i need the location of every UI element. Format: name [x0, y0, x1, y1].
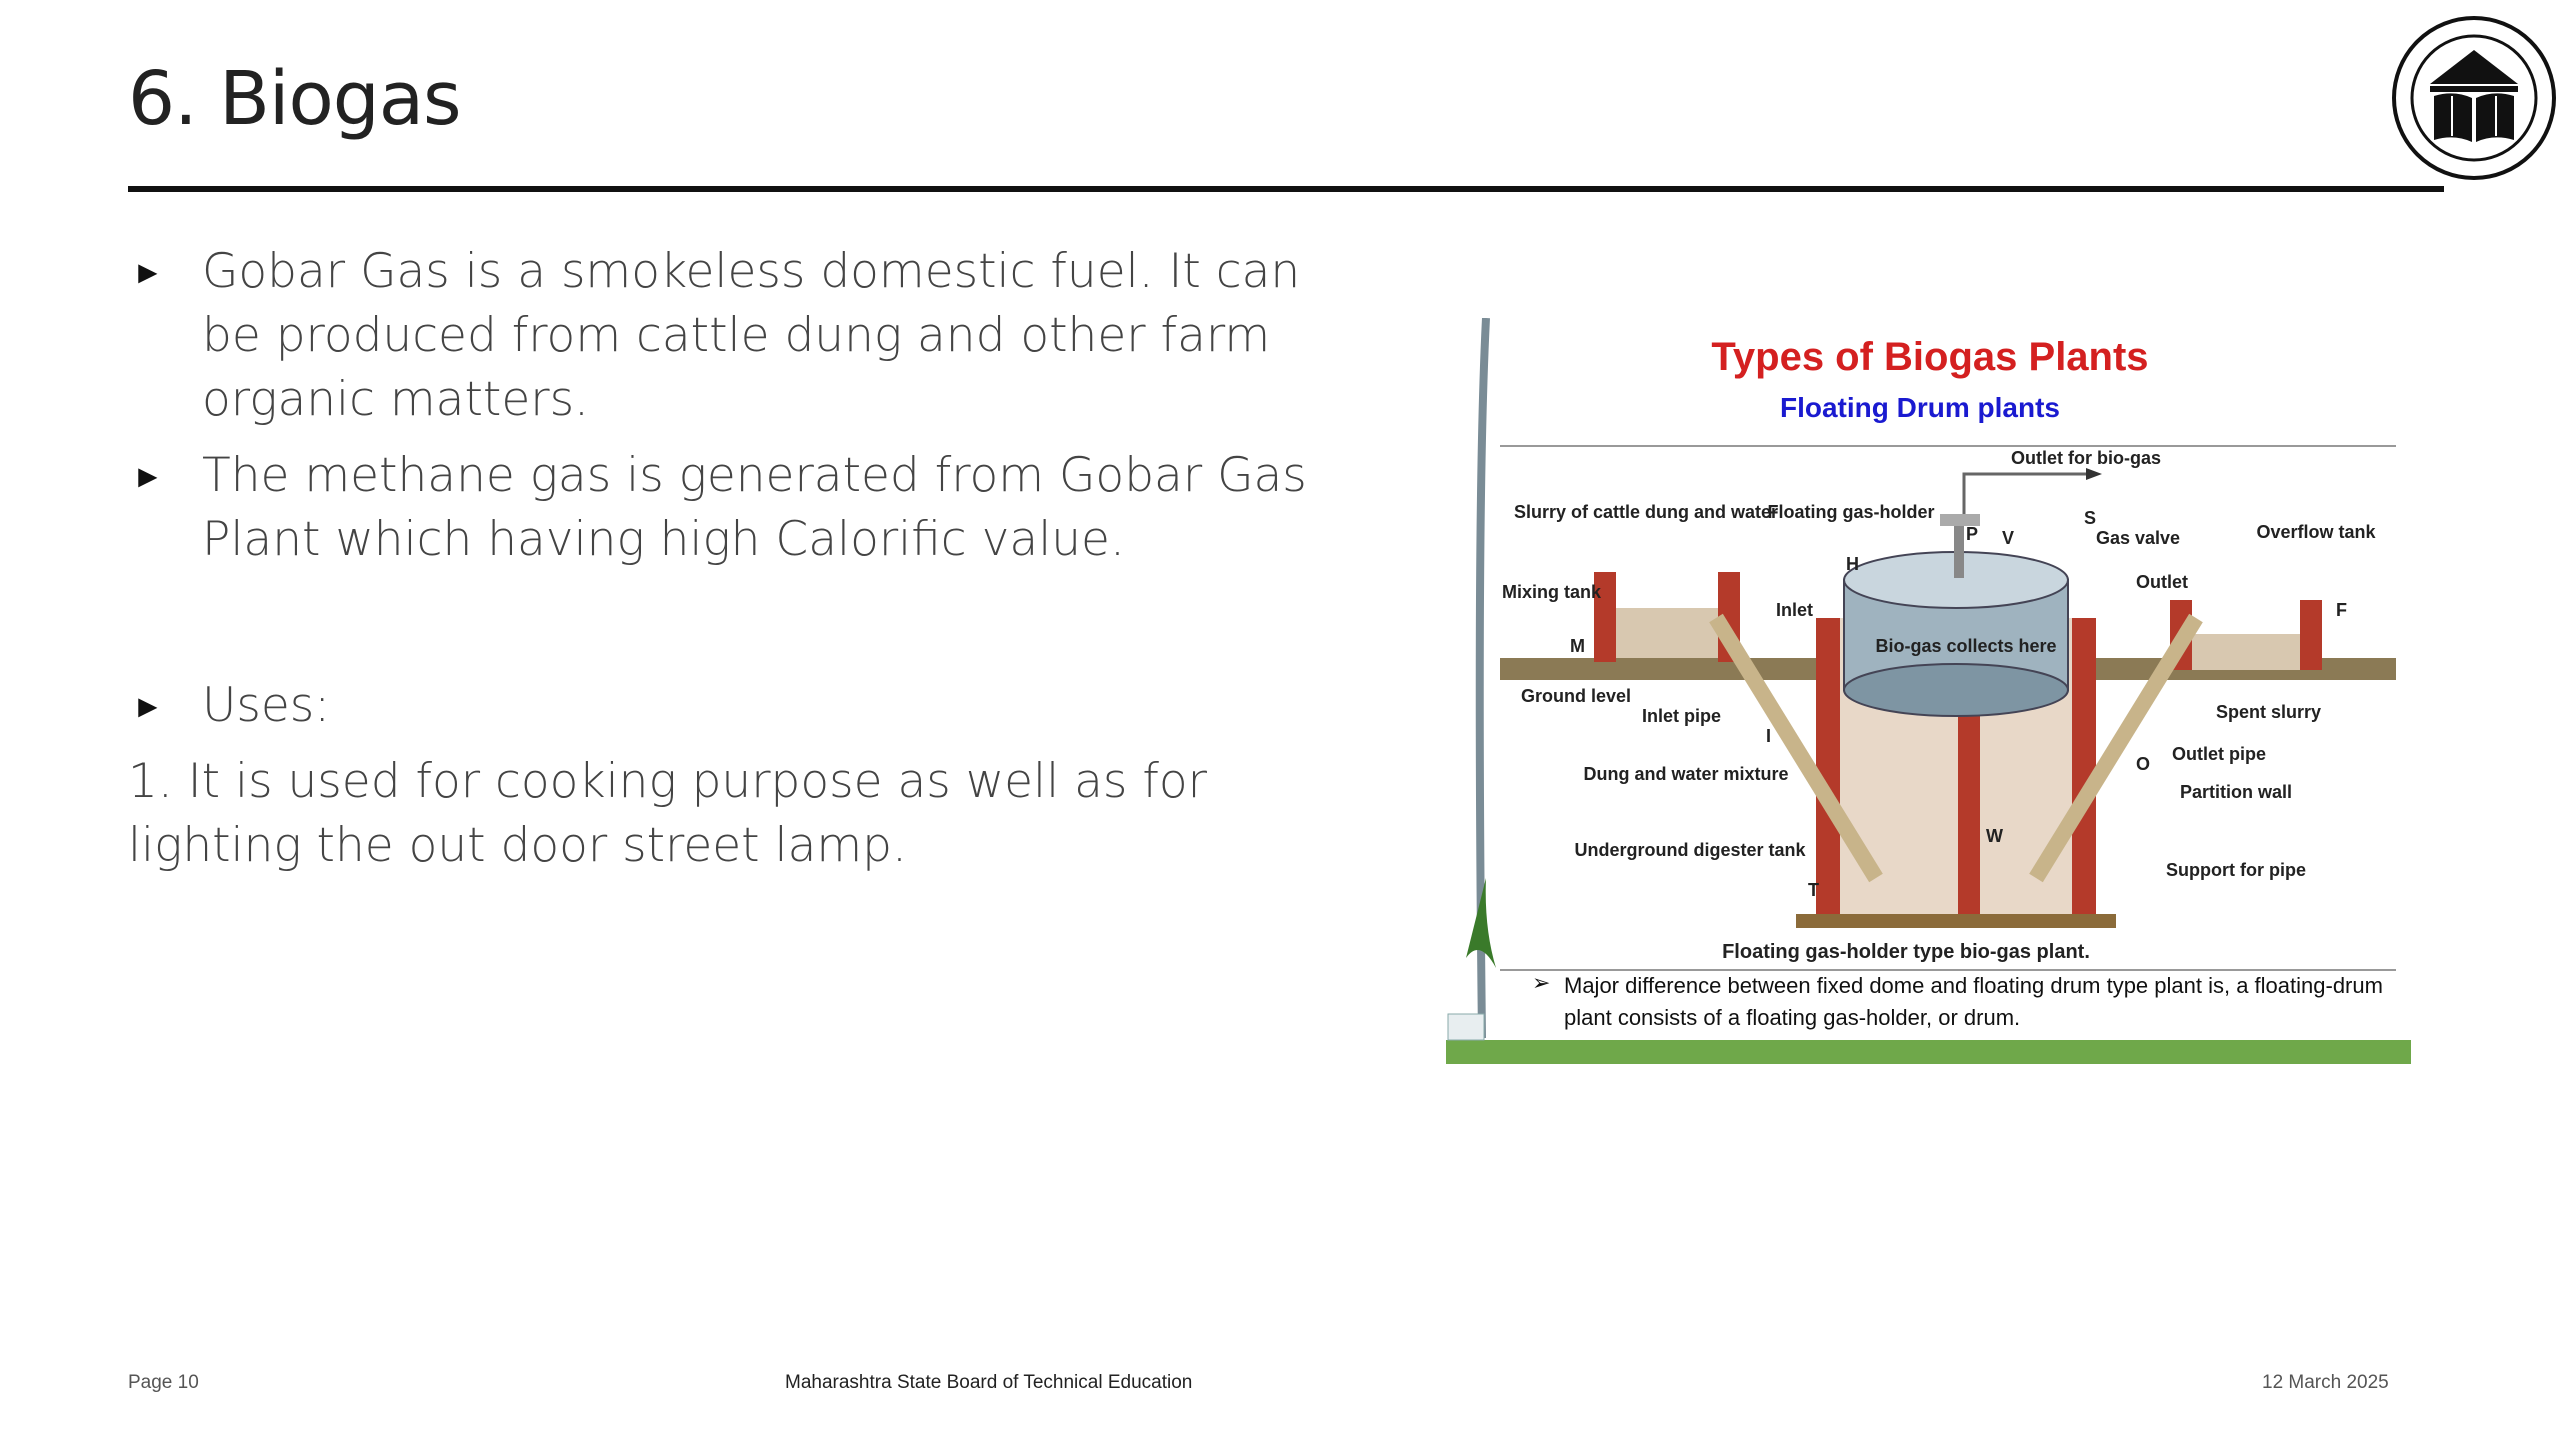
- letter-label: S: [2084, 508, 2097, 528]
- figure-title: Types of Biogas Plants: [1711, 335, 2149, 379]
- slide-title: 6. Biogas: [128, 56, 461, 142]
- label-gas-valve: Gas valve: [2096, 528, 2181, 548]
- label-floating-holder: Floating gas-holder: [1767, 502, 1935, 522]
- letter-label: I: [1766, 726, 1772, 746]
- letter-label: V: [2002, 528, 2015, 548]
- bullet-text: The methane gas is generated from Gobar Gas Plant which having high Calorific value.: [202, 448, 1307, 567]
- label-support: Support for pipe: [2166, 860, 2306, 880]
- note-arrow-icon: ➢: [1532, 970, 1551, 995]
- label-biogas-collects: Bio-gas collects here: [1875, 636, 2057, 656]
- label-ground: Ground level: [1520, 686, 1632, 706]
- letter-label: F: [2336, 600, 2347, 620]
- letter-label: M: [1570, 636, 1585, 656]
- label-slurry: Slurry of cattle dung and water: [1513, 502, 1779, 522]
- bullet-item: [128, 240, 1358, 432]
- bullet-item: [128, 674, 1358, 738]
- page-number: Page 10: [128, 1372, 199, 1393]
- bullet-item: [128, 444, 1358, 572]
- letter-label: O: [2136, 754, 2151, 774]
- footer-organization: Maharashtra State Board of Technical Education: [785, 1372, 1193, 1393]
- label-inlet-pipe: Inlet pipe: [1642, 706, 1722, 726]
- title-divider: [128, 186, 2444, 192]
- bullet-arrow-icon: ►: [132, 253, 164, 291]
- biogas-plant-diagram: [1446, 318, 2411, 1068]
- uses-item: 1. It is used for cooking purpose as well as for lighting the out door street lamp.: [128, 754, 1207, 873]
- figure-caption: Floating gas-holder type bio-gas plant.: [1722, 941, 2090, 963]
- figure-subtitle: Floating Drum plants: [1780, 392, 2060, 423]
- label-spent: Spent slurry: [2216, 702, 2322, 722]
- label-underground: Underground digester tank: [1574, 840, 1806, 860]
- label-outlet: Outlet: [2136, 572, 2188, 592]
- figure-note: Major difference between fixed dome and floating drum type plant is, a floating-drum plant consists of a floating gas-holder, or drum.: [1564, 973, 2383, 1030]
- label-dung-water: Dung and water mixture: [1583, 764, 1789, 784]
- label-outlet-biogas: Outlet for bio-gas: [2011, 448, 2161, 468]
- label-inlet: Inlet: [1776, 600, 1814, 620]
- label-overflow: Overflow tank: [2256, 522, 2376, 542]
- bullet-text: Gobar Gas is a smokeless domestic fuel. It can be produced from cattle dung and other farm organic matters.: [202, 244, 1301, 427]
- slide-body: [128, 240, 1358, 878]
- label-mixing: Mixing tank: [1502, 582, 1602, 602]
- letter-label: W: [1986, 826, 2003, 846]
- letter-label: P: [1966, 524, 1979, 544]
- label-partition: Partition wall: [2179, 782, 2293, 802]
- msbte-logo: [2390, 14, 2558, 182]
- footer-date: 12 March 2025: [2262, 1372, 2389, 1393]
- letter-label: H: [1846, 554, 1859, 574]
- bullet-arrow-icon: ►: [132, 687, 164, 725]
- letter-label: T: [1808, 880, 1819, 900]
- label-outlet-pipe: Outlet pipe: [2172, 744, 2266, 764]
- uses-heading: Uses:: [202, 678, 331, 733]
- bullet-arrow-icon: ►: [132, 457, 164, 495]
